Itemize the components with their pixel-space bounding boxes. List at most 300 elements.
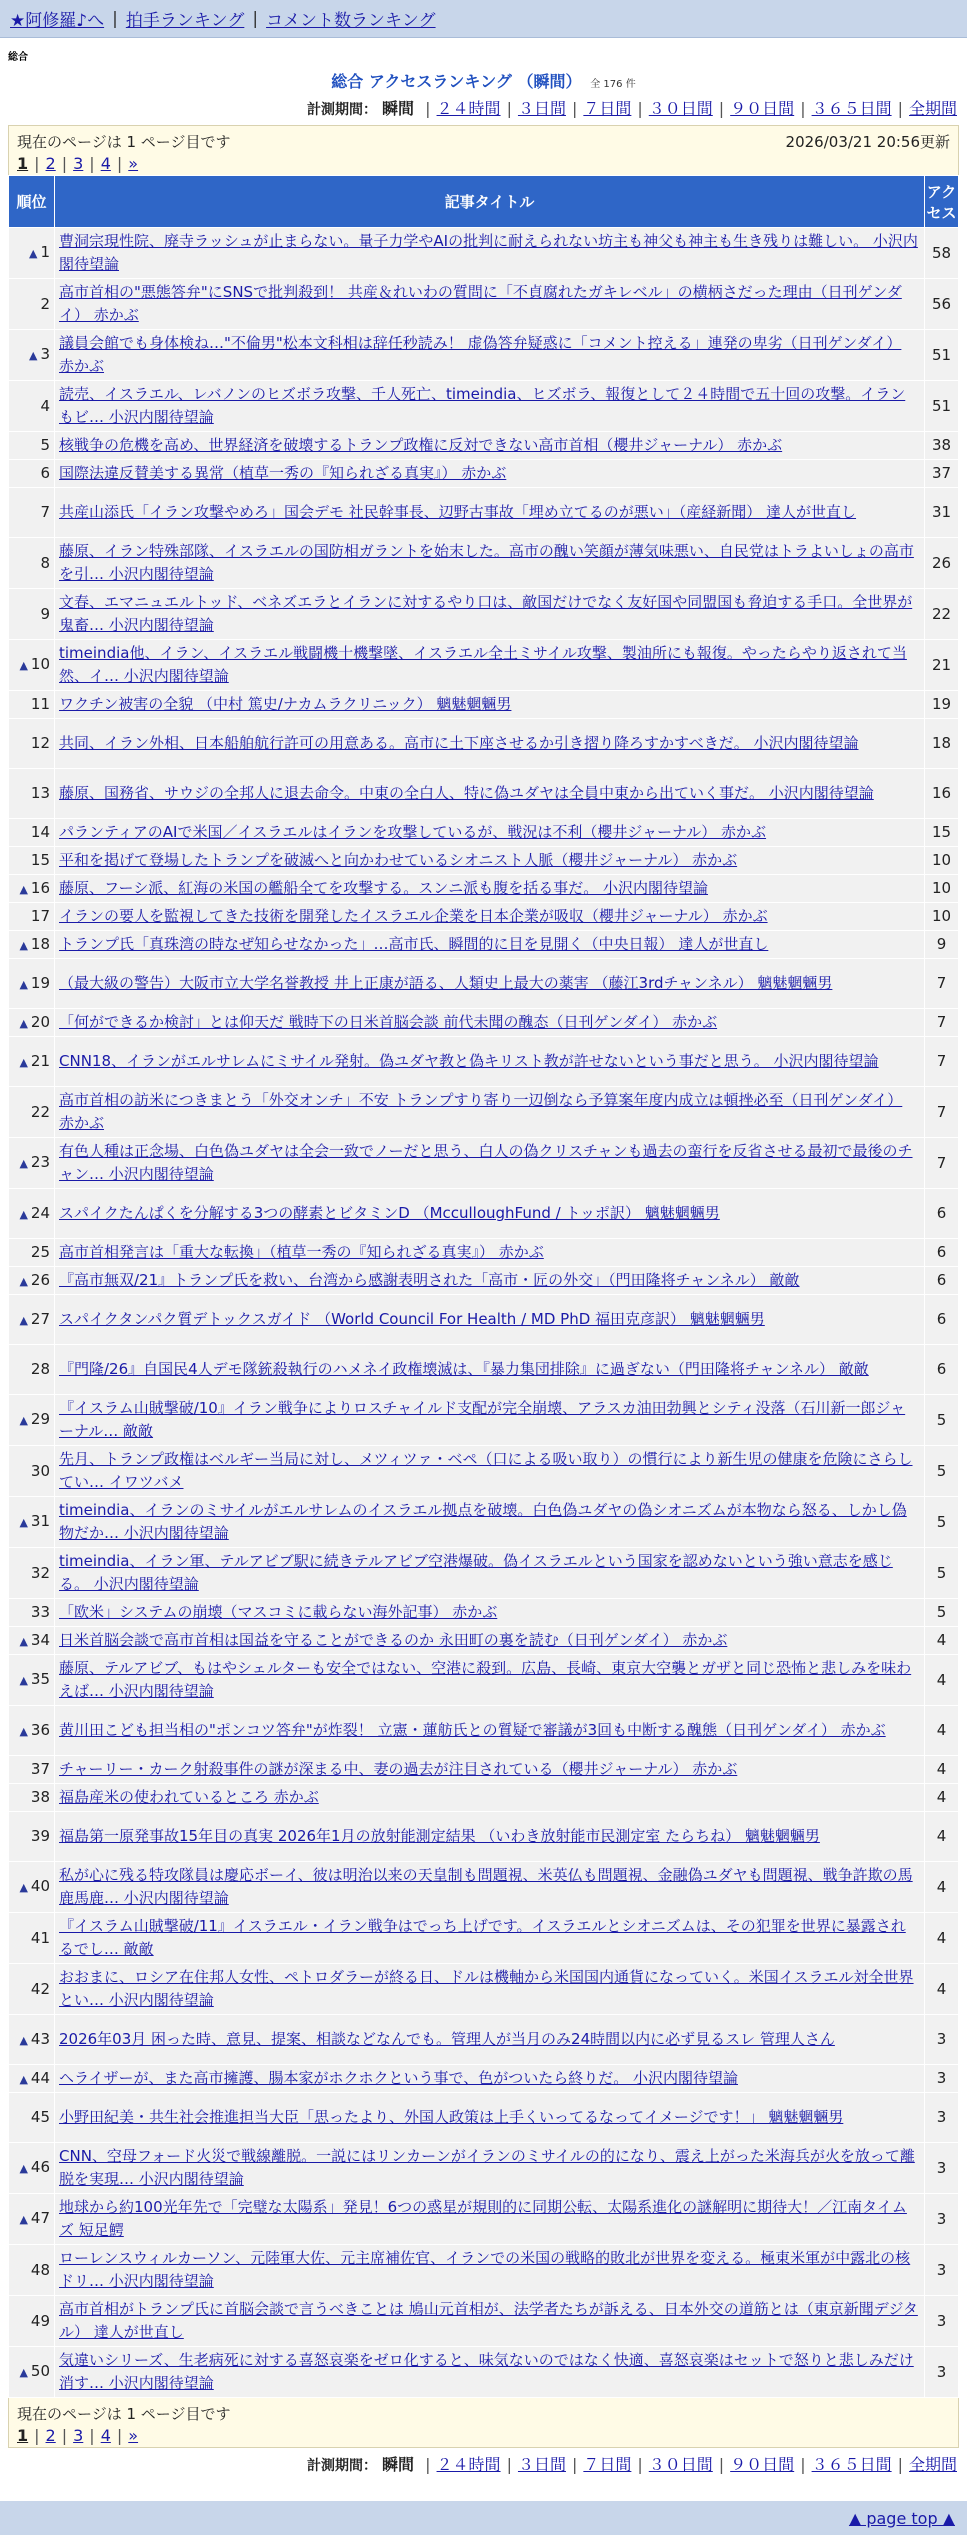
article-title-link[interactable]: timeindia、イランのミサイルがエルサレムのイスラエル拠点を破壊。白色偽ユダヤの偽シオニズムが本物なら怒る、しかし偽物だか… 小沢内閣待望論 [59, 1501, 907, 1542]
rank-up-arrow-icon: ▲ [19, 2072, 28, 2086]
article-title-link[interactable]: 先月、トランプ政権はベルギー当局に対し、メツィツァ・ベペ（口による吸い取り）の慣行により新生児の健康を危険にさらしてい… イワツバメ [59, 1450, 913, 1491]
rank-cell [9, 589, 55, 640]
rank-cell [9, 2093, 55, 2143]
table-row [9, 330, 959, 381]
rank-up-arrow-icon: ▲ [19, 1634, 28, 1648]
period-separator: | [425, 99, 431, 118]
access-count: 4 [925, 1706, 959, 1756]
nav-home-link[interactable]: ★阿修羅♪へ [10, 11, 105, 31]
period-separator: | [718, 2455, 725, 2474]
period-link[interactable]: ２４時間 [436, 2455, 501, 2474]
table-row [9, 2296, 959, 2347]
table-row [9, 1964, 959, 2015]
title-cell [55, 1037, 925, 1087]
article-title-link[interactable]: 読売、イスラエル、レバノンのヒズボラ攻撃、千人死亡、timeindia、ヒズボラ、報復として２４時間で五十回の攻撃。イランもビ… 小沢内閣待望論 [59, 385, 906, 426]
rank-cell [9, 819, 55, 847]
title-cell [55, 279, 925, 330]
access-count: 56 [925, 279, 959, 330]
title-cell [55, 819, 925, 847]
title-cell [55, 1497, 925, 1548]
access-count: 5 [925, 1599, 959, 1627]
access-count: 51 [925, 330, 959, 381]
article-title-link[interactable]: 曹洞宗現性院、廃寺ラッシュが止まらない。量子力学やAIの批判に耐えられない坊主も神父も神主も生き残りは難しい。 小沢内閣待望論 [59, 232, 918, 273]
period-separator: | [637, 99, 643, 118]
access-count: 22 [925, 589, 959, 640]
article-title-link[interactable]: トランプ氏「真珠湾の時なぜ知らせなかった」…高市氏、瞬間的に目を見開く（中央日報） 達人が世直し [59, 935, 769, 953]
article-title-link[interactable]: 私が心に残る特攻隊員は慶応ボーイ、彼は明治以来の天皇制も問題視、米英仏も問題視、金融偽ユダヤも問題視、戦争許欺の馬鹿馬鹿… 小沢内閣待望論 [59, 1866, 913, 1907]
rank-cell [9, 847, 55, 875]
period-link[interactable]: ３６５日間 [811, 99, 892, 118]
pager-page-link[interactable]: 3 [73, 153, 84, 173]
table-row [9, 460, 959, 488]
pager-bottom [17, 2424, 950, 2446]
article-title-link[interactable]: 「何ができるか検討」とは仰天だ 戦時下の日米首脳会談 前代未聞の醜态（日刊ゲンダイ） 赤かぶ [59, 1013, 718, 1031]
pager-separator: | [34, 153, 40, 173]
article-title-link[interactable]: 地球から約100光年先で「完璧な太陽系」発見！6つの惑星が規則的に同期公転、太陽系進化の謎解明に期待大！／江南タイムズ 短足鰐 [59, 2198, 907, 2239]
article-title-link[interactable]: 気違いシリーズ、生老病死に対する喜怒哀楽をゼロ化すると、味気ないのではなく快適、喜怒哀楽はセットで怒りと悲しみだけ消す… 小沢内閣待望論 [59, 2351, 914, 2392]
period-link[interactable]: ９０日間 [730, 99, 795, 118]
pager-separator: | [61, 2425, 68, 2445]
article-title-link[interactable]: ローレンスウィルカーソン、元陸軍大佐、元主席補佐官、イランでの米国の戦略的敗北が世界を変える。極東米軍が中露北の核ドリ… 小沢内閣待望論 [59, 2249, 911, 2290]
access-count: 3 [925, 2194, 959, 2245]
rank-number: 42 [30, 1979, 50, 1998]
rank-up-arrow-icon: ▲ [19, 2162, 28, 2175]
page-title: 総合 アクセスランキング （瞬間） [331, 72, 582, 91]
pager-separator: | [89, 153, 95, 173]
article-title-link[interactable]: 高市首相の訪米につきまとう「外交オンチ」不安 トランプすり寄り一辺倒なら予算案年度内成立は頓挫必至（日刊ゲンダイ） 赤かぶ [59, 1091, 903, 1132]
access-count: 58 [925, 228, 959, 279]
page-top-link[interactable]: ▲ page top ▲ [848, 2508, 955, 2528]
column-header-rank: 順位 [9, 176, 55, 228]
access-count: 6 [925, 1189, 959, 1239]
rank-number: 4 [40, 396, 50, 415]
table-row [9, 903, 959, 931]
article-title-link[interactable]: 共同、イラン外相、日本船舶航行許可の用意ある。高市に土下座させるか引き摺り降ろすかすべきだ。 小沢内閣待望論 [59, 734, 859, 752]
article-title-link[interactable]: 共産山添氏「イラン攻撃やめろ」国会デモ 社民幹事長、辺野古事故「埋め立てるのが悪い」（産経新聞） 達人が世直し [59, 503, 857, 521]
rank-number: 45 [30, 2108, 50, 2126]
table-row [9, 1037, 959, 1087]
rank-cell [9, 1812, 55, 1862]
article-title-link[interactable]: 2026年03月 困った時、意見、提案、相談などなんでも。管理人が当月のみ24時間以内に必ず見るスレ 管理人さん [59, 2030, 835, 2048]
rank-cell [9, 1009, 55, 1037]
title-cell [55, 1862, 925, 1913]
table-row [9, 279, 959, 330]
table-row [9, 1295, 959, 1345]
rank-cell [9, 1087, 55, 1138]
rank-up-arrow-icon: ▲ [19, 2366, 28, 2379]
rank-cell [9, 1267, 55, 1295]
period-link[interactable]: ３日間 [517, 99, 566, 118]
nav-separator: | [112, 8, 118, 29]
access-count: 7 [925, 1037, 959, 1087]
title-cell [55, 1239, 925, 1267]
item-count: 全 176 件 [590, 79, 636, 90]
period-link[interactable]: ７日間 [583, 99, 632, 118]
access-count: 3 [925, 2143, 959, 2194]
table-row [9, 769, 959, 819]
title-cell [55, 1345, 925, 1395]
page-header [0, 69, 967, 92]
period-link[interactable]: ２４時間 [436, 99, 501, 118]
period-link[interactable]: ３０日間 [648, 99, 713, 118]
title-cell [55, 1812, 925, 1862]
rank-number: 30 [30, 1461, 50, 1480]
access-count: 6 [925, 1295, 959, 1345]
rank-cell [9, 1548, 55, 1599]
rank-number: 15 [30, 851, 50, 869]
table-row [9, 1267, 959, 1295]
table-row [9, 2065, 959, 2093]
rank-number: 9 [40, 604, 50, 623]
title-cell [55, 640, 925, 691]
rank-number: 10 [30, 655, 50, 673]
rank-number: 19 [30, 973, 50, 992]
period-separator: | [800, 2455, 806, 2474]
title-cell [55, 1189, 925, 1239]
access-count: 4 [925, 1655, 959, 1706]
article-title-link[interactable]: 平和を掲げて登場したトランプを破滅へと向かわせているシオニスト人脈（櫻井ジャーナル） 赤かぶ [59, 851, 738, 869]
table-row [9, 640, 959, 691]
article-title-link[interactable]: イランの要人を監視してきた技術を開発したイスラエル企業を日本企業が吸収（櫻井ジャーナル） 赤かぶ [59, 907, 768, 925]
article-title-link[interactable]: 黄川田こども担当相の"ポンコツ答弁"が炸裂！ 立憲・蓮舫氏との質疑で審議が3回も中断する醜態（日刊ゲンダイ） 赤かぶ [59, 1721, 886, 1739]
access-count: 6 [925, 1239, 959, 1267]
pager-current-page: 1 [17, 2425, 29, 2445]
title-cell [55, 460, 925, 488]
current-page-text: 現在のページは 1 ページ目です [17, 132, 231, 151]
table-row [9, 2194, 959, 2245]
article-title-link[interactable]: 『高市無双/21』トランプ氏を救い、台湾から感謝表明された「高市・匠の外交」（門田隆将チャンネル） 敵敵 [59, 1271, 800, 1289]
rank-cell [9, 1862, 55, 1913]
period-separator: | [571, 2455, 578, 2474]
rank-cell [9, 1345, 55, 1395]
table-row [9, 2015, 959, 2065]
article-title-link[interactable]: timeindia他、イラン、イスラエル戦闘機十機撃墜、イスラエル全土ミサイル攻撃、製油所にも報復。やったらやり返されて当然、イ… 小沢内閣待望論 [59, 644, 907, 685]
pager-page-link[interactable]: 2 [45, 153, 56, 173]
table-row [9, 1627, 959, 1655]
title-cell [55, 959, 925, 1009]
period-separator: | [897, 99, 903, 118]
period-separator: | [897, 2455, 903, 2474]
rank-cell [9, 1627, 55, 1655]
rank-cell [9, 640, 55, 691]
rank-number: 44 [30, 2068, 50, 2087]
ranking-table [8, 175, 959, 2398]
rank-cell [9, 2143, 55, 2194]
access-count: 7 [925, 1009, 959, 1037]
access-count: 5 [925, 1548, 959, 1599]
table-row [9, 538, 959, 589]
rank-number: 46 [30, 2158, 50, 2176]
access-count: 3 [925, 2065, 959, 2093]
rank-up-arrow-icon: ▲ [19, 1724, 28, 1738]
article-title-link[interactable]: 「欧米」システムの崩壊（マスコミに載らない海外記事） 赤かぶ [59, 1603, 498, 1621]
rank-number: 7 [40, 503, 50, 521]
rank-cell [9, 279, 55, 330]
article-title-link[interactable]: 藤原、イラン特殊部隊、イスラエルの国防相ガラントを始末した。高市の醜い笑顔が薄気味悪い、自民党はトラよいしょの高市を引… 小沢内閣待望論 [59, 542, 914, 583]
rank-up-arrow-icon: ▲ [19, 659, 28, 672]
table-row [9, 1599, 959, 1627]
access-count: 15 [925, 819, 959, 847]
access-count: 5 [925, 1395, 959, 1446]
rank-cell [9, 2194, 55, 2245]
access-count: 10 [925, 903, 959, 931]
rank-number: 28 [30, 1360, 50, 1378]
rank-up-arrow-icon: ▲ [19, 1207, 28, 1221]
pager-separator: | [89, 2425, 95, 2445]
table-row [9, 1913, 959, 1964]
table-row [9, 381, 959, 432]
table-row [9, 1087, 959, 1138]
table-row [9, 488, 959, 538]
access-count: 51 [925, 381, 959, 432]
article-title-link[interactable]: 高市首相の"悪態答弁"にSNSで批判殺到！ 共産＆れいわの質問に「不貞腐れたガキレベル」の横柄さだった理由（日刊ゲンダイ） 赤かぶ [59, 283, 902, 324]
rank-number: 5 [40, 436, 50, 454]
table-row [9, 1345, 959, 1395]
pager-page-link[interactable]: 3 [73, 2425, 84, 2445]
access-count: 3 [925, 2347, 959, 2398]
access-count: 19 [925, 691, 959, 719]
pager-next-link[interactable]: » [128, 153, 139, 173]
rank-number: 3 [40, 345, 50, 363]
access-count: 21 [925, 640, 959, 691]
rank-number: 6 [40, 464, 50, 482]
article-title-link[interactable]: 福島第一原発事故15年目の真実 2026年1月の放射能測定結果 （いわき放射能市民測定室 たらちね） 魑魅魍魎男 [59, 1827, 820, 1845]
table-row [9, 2245, 959, 2296]
access-count: 4 [925, 1862, 959, 1913]
pager-page-link[interactable]: 4 [100, 2425, 111, 2445]
table-row [9, 959, 959, 1009]
rank-number: 20 [30, 1012, 50, 1031]
rank-up-arrow-icon: ▲ [19, 1157, 28, 1170]
access-count: 3 [925, 2015, 959, 2065]
rank-number: 23 [30, 1153, 50, 1171]
pager-page-link[interactable]: 2 [45, 2425, 56, 2445]
nav-comment-ranking-link[interactable]: コメント数ランキング [266, 11, 436, 31]
period-link[interactable]: ７日間 [583, 2455, 632, 2474]
access-count: 37 [925, 460, 959, 488]
rank-number: 40 [30, 1877, 50, 1895]
rank-cell [9, 488, 55, 538]
article-title-link[interactable]: ワクチン被害の全貌 （中村 篤史/ナカムラクリニック） 魑魅魍魎男 [59, 695, 512, 713]
title-cell [55, 1964, 925, 2015]
period-separator: | [637, 2455, 643, 2474]
rank-number: 47 [30, 2209, 50, 2227]
article-title-link[interactable]: ヘライザーが、また高市擁護、腸本家がホクホクという事で、色がついたら終りだ。 小沢内閣待望論 [59, 2069, 739, 2087]
title-cell [55, 1087, 925, 1138]
rank-cell [9, 691, 55, 719]
rank-up-arrow-icon: ▲ [19, 2213, 28, 2226]
rank-cell [9, 875, 55, 903]
rank-cell [9, 1784, 55, 1812]
rank-cell [9, 1239, 55, 1267]
rank-cell [9, 1497, 55, 1548]
rank-up-arrow-icon: ▲ [19, 1313, 28, 1327]
title-cell [55, 1395, 925, 1446]
period-selector-bottom [0, 2448, 967, 2481]
title-cell [55, 2143, 925, 2194]
rank-number: 11 [30, 695, 50, 713]
title-cell [55, 1295, 925, 1345]
rank-cell [9, 1395, 55, 1446]
rank-number: 36 [30, 1720, 50, 1739]
rank-up-arrow-icon: ▲ [19, 1055, 28, 1069]
title-cell [55, 1267, 925, 1295]
top-nav-bar [0, 0, 967, 38]
access-count: 7 [925, 1138, 959, 1189]
rank-up-arrow-icon: ▲ [19, 2033, 28, 2047]
period-current: 瞬間 [382, 2455, 415, 2474]
nav-applause-ranking-link[interactable]: 拍手ランキング [125, 11, 245, 31]
period-link[interactable]: ９０日間 [730, 2455, 795, 2474]
article-title-link[interactable]: CNN18、イランがエルサレムにミサイル発射。偽ユダヤ教と偽キリスト教が許せないという事だと思う。 小沢内閣待望論 [59, 1052, 879, 1070]
access-count: 5 [925, 1446, 959, 1497]
rank-up-arrow-icon: ▲ [19, 1881, 28, 1894]
table-row [9, 1009, 959, 1037]
article-title-link[interactable]: 核戦争の危機を高め、世界経済を破壊するトランプ政権に反対できない高市首相（櫻井ジャーナル） 赤かぶ [59, 436, 783, 454]
table-row [9, 719, 959, 769]
access-count: 4 [925, 1756, 959, 1784]
period-separator: | [506, 99, 512, 118]
rank-number: 35 [30, 1670, 50, 1688]
article-title-link[interactable]: 議員会館でも身体検ね…"不倫男"松本文科相は辞任秒読み！ 虚偽答弁疑惑に「コメント控える」連発の卑劣（日刊ゲンダイ） 赤かぶ [59, 334, 902, 375]
access-count: 38 [925, 432, 959, 460]
access-count: 3 [925, 2296, 959, 2347]
article-title-link[interactable]: パランティアのAIで米国／イスラエルはイランを攻撃しているが、戦況は不利（櫻井ジャーナル） 赤かぶ [59, 823, 767, 841]
title-cell [55, 1756, 925, 1784]
rank-number: 22 [30, 1102, 50, 1121]
rank-cell [9, 228, 55, 279]
title-cell [55, 1009, 925, 1037]
article-title-link[interactable]: 高市首相発言は「重大な転換」（植草一秀の『知られざる真実』） 赤かぶ [59, 1243, 544, 1261]
title-cell [55, 2296, 925, 2347]
article-title-link[interactable]: 『イスラム山賊撃破/10』イラン戦争によりロスチャイルド支配が完全崩壊、アラスカ油田勃興とシティ没落（石川新一郎ジャーナル… 敵敵 [59, 1399, 906, 1440]
rank-number: 50 [30, 2362, 50, 2380]
article-title-link[interactable]: 国際法違反賛美する異常（植草一秀の『知られざる真実』） 赤かぶ [59, 464, 507, 482]
title-cell [55, 719, 925, 769]
article-title-link[interactable]: スパイクタンパク質デトックスガイド （World Council For Health / MD PhD 福田克彦訳） 魑魅魍魎男 [59, 1310, 765, 1328]
article-title-link[interactable]: 藤原、国務省、サウジの全邦人に退去命令。中東の全白人、特に偽ユダヤは全員中東から出ていく事だ。 小沢内閣待望論 [59, 784, 874, 802]
article-title-link[interactable]: （最大級の警告）大阪市立大学名誉教授 井上正康が語る、人類史上最大の薬害 （藤江3rdチャンネル） 魑魅魍魎男 [59, 974, 833, 992]
period-separator: | [718, 99, 725, 118]
title-cell [55, 1655, 925, 1706]
table-row [9, 1812, 959, 1862]
rank-number: 49 [30, 2311, 50, 2330]
period-link[interactable]: 全期間 [908, 2455, 957, 2474]
access-count: 3 [925, 2093, 959, 2143]
title-cell [55, 2015, 925, 2065]
access-count: 10 [925, 875, 959, 903]
title-cell [55, 1913, 925, 1964]
period-link[interactable]: ３０日間 [648, 2455, 713, 2474]
access-count: 4 [925, 1812, 959, 1862]
rank-number: 41 [30, 1928, 50, 1947]
access-count: 7 [925, 1087, 959, 1138]
rank-number: 21 [30, 1051, 50, 1070]
rank-cell [9, 1655, 55, 1706]
article-title-link[interactable]: 小野田紀美・共生社会推進担当大臣「思ったより、外国人政策は上手くいってるなってイメージです！」 魑魅魍魎男 [59, 2108, 844, 2126]
article-title-link[interactable]: 有色人種は正念場、白色偽ユダヤは全会一致でノーだと思う、白人の偽クリスチャンも過去の蛮行を反省させる最初で最後のチャン… 小沢内閣待望論 [59, 1142, 913, 1183]
access-count: 31 [925, 488, 959, 538]
rank-cell [9, 2245, 55, 2296]
table-row [9, 1395, 959, 1446]
title-cell [55, 2093, 925, 2143]
rank-cell [9, 959, 55, 1009]
access-count: 10 [925, 847, 959, 875]
pager-next-link[interactable]: » [128, 2425, 139, 2445]
rank-cell [9, 769, 55, 819]
rank-cell [9, 1189, 55, 1239]
title-cell [55, 1706, 925, 1756]
rank-number: 2 [40, 294, 50, 313]
article-title-link[interactable]: 『門隆/26』自国民4人デモ隊銃殺執行のハメネイ政権壊滅は、『暴力集団排除』に過ぎない（門田隆将チャンネル） 敵敵 [59, 1360, 869, 1378]
rank-number: 43 [30, 2029, 50, 2048]
period-label: 計測期間： [306, 2458, 377, 2474]
period-separator: | [506, 2455, 512, 2474]
table-row [9, 1497, 959, 1548]
rank-cell [9, 2015, 55, 2065]
rank-up-arrow-icon: ▲ [19, 1414, 28, 1427]
period-link[interactable]: ３日間 [517, 2455, 566, 2474]
article-title-link[interactable]: CNN、空母フォード火災で戦線離脱。一説にはリンカーンがイランのミサイルの的になり、震え上がった米海兵が火を放って離脱を実現… 小沢内閣待望論 [59, 2147, 915, 2188]
pager-current-page: 1 [17, 153, 29, 173]
rank-up-arrow-icon: ▲ [19, 938, 28, 952]
title-cell [55, 1599, 925, 1627]
article-title-link[interactable]: 藤原、テルアビブ、もはやシェルターも安全ではない、空港に殺到。広島、長崎、東京大空襲とガザと同じ恐怖と悲しみを味わえば… 小沢内閣待望論 [59, 1659, 912, 1700]
rank-cell [9, 931, 55, 959]
article-title-link[interactable]: チャーリー・カーク射殺事件の謎が深まる中、妻の過去が注目されている（櫻井ジャーナル） 赤かぶ [59, 1760, 738, 1778]
article-title-link[interactable]: おおまに、ロシア在住邦人女性、ペトロダラーが終る日、ドルは機軸から米国国内通貨になっていく。米国イスラエル対全世界とい… 小沢内閣待望論 [59, 1968, 914, 2009]
article-title-link[interactable]: timeindia、イラン軍、テルアビブ駅に続きテルアビブ空港爆破。偽イスラエルという国家を認めないという強い意志を感じる。 小沢内閣待望論 [59, 1552, 893, 1593]
rank-number: 12 [30, 734, 50, 752]
article-title-link[interactable]: スパイクたんぱくを分解する3つの酵素とビタミンD （McculloughFund / トッポ訳） 魑魅魍魎男 [59, 1204, 720, 1222]
pager-separator: | [116, 153, 123, 173]
period-selector-top [0, 92, 967, 125]
table-row [9, 1189, 959, 1239]
title-cell [55, 2065, 925, 2093]
article-title-link[interactable]: 『イスラム山賊撃破/11』イスラエル・イラン戦争はでっち上げです。イスラエルとシオニズムは、その犯罪を世界に暴露されるでし… 敵敵 [59, 1917, 906, 1958]
pager-page-link[interactable]: 4 [100, 153, 111, 173]
access-count: 6 [925, 1267, 959, 1295]
article-title-link[interactable]: 福島産米の使われているところ 赤かぶ [59, 1788, 319, 1806]
pager-separator: | [116, 2425, 123, 2445]
table-row [9, 589, 959, 640]
rank-number: 34 [30, 1630, 50, 1649]
title-cell [55, 432, 925, 460]
article-title-link[interactable]: 日米首脳会談で高市首相は国益を守ることができるのか 永田町の裏を読む（日刊ゲンダイ） 赤かぶ [59, 1631, 728, 1649]
access-count: 9 [925, 931, 959, 959]
table-row [9, 1784, 959, 1812]
rank-cell [9, 1964, 55, 2015]
period-link[interactable]: ３６５日間 [811, 2455, 892, 2474]
title-cell [55, 2245, 925, 2296]
rank-cell [9, 432, 55, 460]
access-count: 4 [925, 1784, 959, 1812]
rank-up-arrow-icon: ▲ [28, 247, 38, 260]
rank-number: 14 [30, 823, 50, 841]
rank-cell [9, 1913, 55, 1964]
title-cell [55, 1138, 925, 1189]
title-cell [55, 691, 925, 719]
article-title-link[interactable]: 文春、エマニュエルトッド、ベネズエラとイランに対するやり口は、敵国だけでなく友好国や同盟国も脅迫する手口。全世界が鬼畜… 小沢内閣待望論 [59, 593, 913, 634]
table-row [9, 2347, 959, 2398]
page-info-bottom [8, 2398, 959, 2448]
article-title-link[interactable]: 藤原、フーシ派、紅海の米国の艦船全てを攻撃する。スンニ派も腹を括る事だ。 小沢内閣待望論 [59, 879, 709, 897]
rank-cell [9, 903, 55, 931]
period-link[interactable]: 全期間 [908, 99, 957, 118]
title-cell [55, 330, 925, 381]
rank-cell [9, 1037, 55, 1087]
article-title-link[interactable]: 高市首相がトランプ氏に首脳会談で言うべきことは 鳩山元首相が、法学者たちが訴える、日本外交の道筋とは（東京新聞デジタル） 達人が世直し [59, 2300, 918, 2341]
